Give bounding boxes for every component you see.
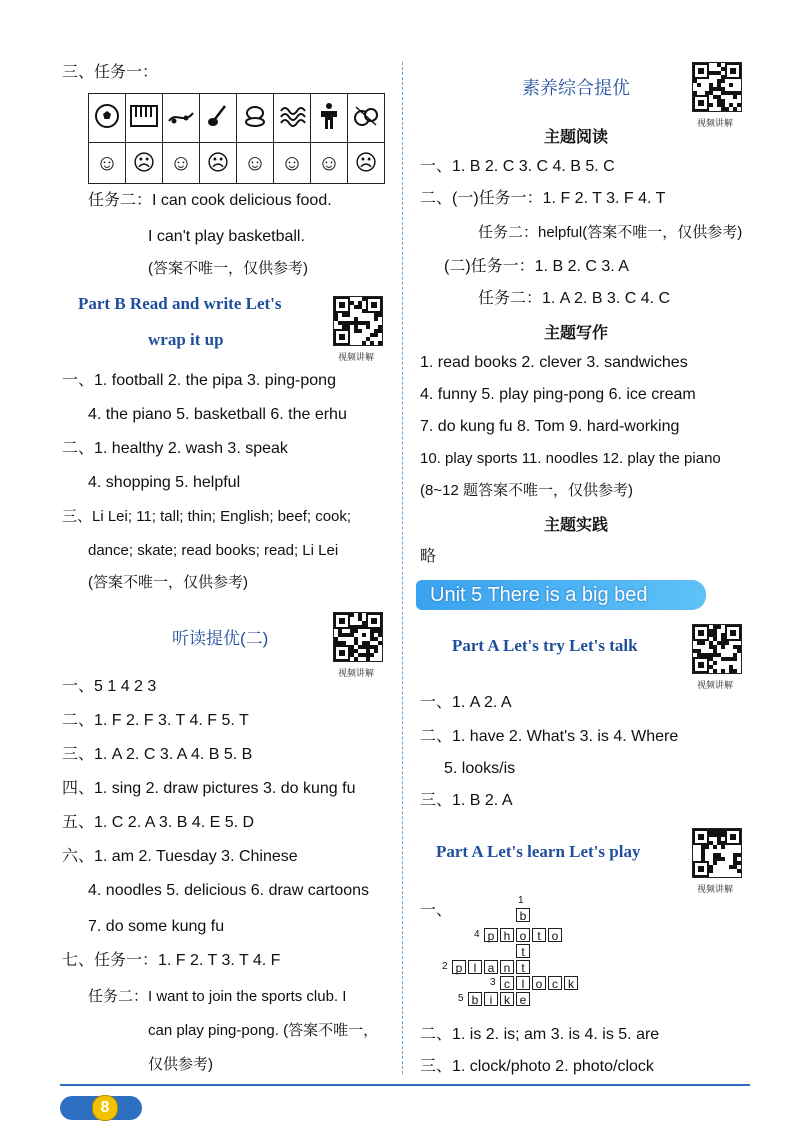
cw-cell: h (500, 928, 514, 942)
writing-1: 1. read books 2. clever 3. sandwiches (420, 354, 688, 371)
cw-cell: b (516, 908, 530, 922)
cw-cell: l (516, 976, 530, 990)
qr-caption: 视频讲解 (697, 884, 734, 894)
cw-cell: b (468, 992, 482, 1006)
practice-body: 略 (420, 548, 437, 565)
cw-cell: t (516, 960, 530, 974)
crossword-label: 一、 (420, 902, 453, 919)
cw-cell: o (548, 928, 562, 942)
cw-cell: k (564, 976, 578, 990)
reading-2: 二、(一)任务一：1. F 2. T 3. F 4. T (420, 190, 666, 207)
qr-caption: 视频讲解 (338, 668, 375, 678)
qr-caption: 视频讲解 (697, 118, 734, 128)
partA2-2: 二、1. is 2. is; am 3. is 4. is 5. are (420, 1026, 660, 1043)
section-title: 素养综合提优 (522, 78, 630, 98)
task2-line2: I can't play basketball. (148, 228, 305, 245)
cw-cell: n (500, 960, 514, 974)
cw-cell: p (484, 928, 498, 942)
face-1: ☺ (89, 143, 126, 184)
listen-5: 五、1. C 2. A 3. B 4. E 5. D (62, 814, 255, 831)
writing-5: (8~12 题答案不唯一，仅供参考) (420, 482, 633, 499)
reading-title: 主题阅读 (544, 129, 609, 146)
qr-caption: 视频讲解 (697, 680, 734, 690)
listen-1: 一、5 1 4 2 3 (62, 678, 157, 695)
unit-title: Unit 5 There is a big bed (430, 584, 648, 606)
reading-1: 一、1. B 2. C 3. C 4. B 5. C (420, 158, 615, 175)
partA1-title: Part A Let's try Let's talk (452, 636, 638, 655)
cw-number: 5 (458, 993, 464, 1004)
football-icon (89, 94, 126, 143)
listen-6a: 六、1. am 2. Tuesday 3. Chinese (62, 848, 298, 865)
kung-fu-icon (311, 94, 348, 143)
qr-code-icon[interactable] (333, 612, 383, 662)
task2-note: (答案不唯一，仅供参考) (148, 260, 308, 277)
b3-line1: 三、Li Lei; 11; tall; thin; English; beef; cook; (62, 508, 352, 525)
cw-cell: o (532, 976, 546, 990)
footer-rule (60, 1084, 750, 1086)
face-8: ☹ (348, 143, 385, 184)
cw-number: 4 (474, 929, 480, 940)
listen-6b: 4. noodles 5. delicious 6. draw cartoons (88, 882, 370, 899)
listen-7a: 七、任务一：1. F 2. T 3. T 4. F (62, 952, 281, 969)
writing-3: 7. do kung fu 8. Tom 9. hard-working (420, 418, 680, 435)
picture-table (88, 93, 385, 184)
listen-7d: 仅供参考) (148, 1056, 213, 1073)
face-6: ☺ (274, 143, 311, 184)
listen-title: 听读提优(二) (172, 629, 269, 648)
yarn-icon (348, 94, 385, 143)
writing-2: 4. funny 5. play ping-pong 6. ice cream (420, 386, 696, 403)
cw-cell: t (516, 944, 530, 958)
cw-cell: i (484, 992, 498, 1006)
partB-title-line2: wrap it up (148, 330, 224, 349)
reading-4: (二)任务一：1. B 2. C 3. A (444, 258, 629, 275)
listen-3: 三、1. A 2. C 3. A 4. B 5. B (62, 746, 253, 763)
hat-icon (237, 94, 274, 143)
qr-code-icon[interactable] (692, 624, 742, 674)
partA1-2: 二、1. have 2. What's 3. is 4. Where (420, 728, 679, 745)
cw-cell: c (500, 976, 514, 990)
cw-cell: c (548, 976, 562, 990)
reading-5: 任务二：1. A 2. B 3. C 4. C (478, 290, 671, 307)
b3-note: (答案不唯一，仅供参考) (88, 574, 248, 591)
face-3: ☺ (163, 143, 200, 184)
partA1-3: 5. looks/is (444, 760, 516, 777)
partA2-title: Part A Let's learn Let's play (436, 842, 641, 861)
cw-cell: k (500, 992, 514, 1006)
qr-code-icon[interactable] (692, 828, 742, 878)
page-number: 8 (92, 1095, 118, 1121)
piano-icon (126, 94, 163, 143)
cw-number: 1 (518, 895, 524, 906)
ladle-icon (200, 94, 237, 143)
cw-cell: e (516, 992, 530, 1006)
b3-line2: dance; skate; read books; read; Li Lei (88, 542, 339, 559)
listen-2: 二、1. F 2. F 3. T 4. F 5. T (62, 712, 249, 729)
music-notes-icon (163, 94, 200, 143)
qr-caption: 视频讲解 (338, 352, 375, 362)
cw-number: 2 (442, 961, 448, 972)
face-2: ☹ (126, 143, 163, 184)
cw-cell: o (516, 928, 530, 942)
face-7: ☺ (311, 143, 348, 184)
listen-6c: 7. do some kung fu (88, 918, 225, 935)
noodles-icon (274, 94, 311, 143)
reading-3: 任务二：helpful(答案不唯一，仅供参考) (478, 224, 743, 241)
listen-7b: 任务二：I want to join the sports club. I (88, 988, 347, 1005)
cw-cell: t (532, 928, 546, 942)
qr-code-icon[interactable] (333, 296, 383, 346)
cw-cell: l (468, 960, 482, 974)
b1-line1: 一、1. football 2. the pipa 3. ping-pong (62, 372, 336, 389)
b2-line1: 二、1. healthy 2. wash 3. speak (62, 440, 288, 457)
b1-line2: 4. the piano 5. basketball 6. the erhu (88, 406, 347, 423)
partA1-1: 一、1. A 2. A (420, 694, 512, 711)
cw-cell: p (452, 960, 466, 974)
qr-code-icon[interactable] (692, 62, 742, 112)
cw-number: 3 (490, 977, 496, 988)
task2-line1: 任务二：I can cook delicious food. (88, 192, 332, 209)
task1-label: 三、任务一： (62, 64, 159, 81)
partA2-3: 三、1. clock/photo 2. photo/clock (420, 1058, 654, 1075)
listen-4: 四、1. sing 2. draw pictures 3. do kung fu (62, 780, 356, 797)
b2-line2: 4. shopping 5. helpful (88, 474, 241, 491)
face-5: ☺ (237, 143, 274, 184)
partA1-4: 三、1. B 2. A (420, 792, 513, 809)
writing-4: 10. play sports 11. noodles 12. play the piano (420, 450, 721, 467)
partB-title-line1: Part B Read and write Let's (78, 294, 282, 313)
listen-7c: can play ping-pong. (答案不唯一， (148, 1022, 379, 1039)
practice-title: 主题实践 (544, 517, 609, 534)
writing-title: 主题写作 (544, 325, 609, 342)
cw-cell: a (484, 960, 498, 974)
column-divider (402, 62, 403, 1074)
face-4: ☹ (200, 143, 237, 184)
